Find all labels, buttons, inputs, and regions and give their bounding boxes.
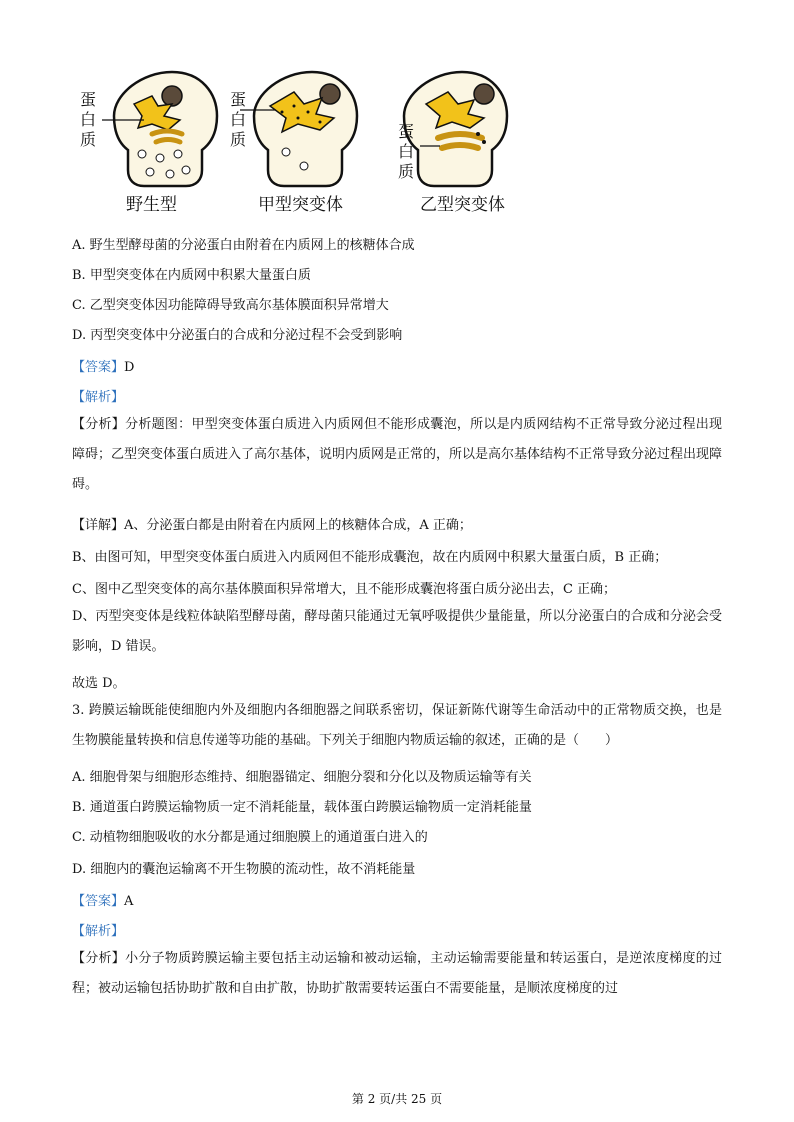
fenxi-tag: 【分析】 xyxy=(72,951,126,966)
q2-fenxi xyxy=(72,410,722,500)
type-a-label: 甲型突变体 xyxy=(258,195,343,215)
fenxi-tag: 【分析】 xyxy=(72,417,126,432)
type-b-label: 乙型突变体 xyxy=(420,195,505,215)
wild-type-label: 野生型 xyxy=(126,195,177,215)
q2-option-d: D. 丙型突变体中分泌蛋白的合成和分泌过程不会受到影响 xyxy=(72,328,403,343)
protein-label-2: 蛋白质 xyxy=(230,90,247,149)
q3-answer xyxy=(72,890,133,909)
q2-detail-b: B、由图可知，甲型突变体蛋白质进入内质网但不能形成囊泡，故在内质网中积累大量蛋白质，B 正确； xyxy=(72,550,668,565)
type-a-mutant-cell xyxy=(240,72,357,186)
q3-option-b: B. 通道蛋白跨膜运输物质一定不消耗能量，载体蛋白跨膜运输物质一定消耗能量 xyxy=(72,800,532,815)
q2-option-a: A. 野生型酵母菌的分泌蛋白由附着在内质网上的核糖体合成 xyxy=(72,238,415,253)
q3-option-a: A. 细胞骨架与细胞形态维持、细胞器锚定、细胞分裂和分化以及物质运输等有关 xyxy=(72,770,532,785)
q2-conclusion: 故选 D。 xyxy=(72,676,126,691)
protein-label-1: 蛋白质 xyxy=(80,90,97,149)
answer-value: A xyxy=(124,894,134,909)
page-footer: 第 2 页/共 25 页 xyxy=(351,1092,443,1106)
fenxi-text: 分析题图：甲型突变体蛋白质进入内质网但不能形成囊泡，所以是内质网结构不正常导致分泌过程出现障碍；乙型突变体蛋白质进入了高尔基体，说明内质网是正常的，所以是高尔基体结构不正常导致分泌过程出现障碍。 xyxy=(72,417,723,492)
protein-label-3: 蛋白质 xyxy=(398,122,415,181)
q3-stem: 3. 跨膜运输既能使细胞内外及细胞内各细胞器之间联系密切，保证新陈代谢等生命活动中的正常物质交换，也是生物膜能量转换和信息传递等功能的基础。下列关于细胞内物质运输的叙述，正确的是（ ） xyxy=(72,703,722,748)
q2-answer xyxy=(72,356,134,375)
type-b-mutant-cell xyxy=(404,72,507,186)
answer-value: D xyxy=(124,360,135,375)
q3-option-c: C. 动植物细胞吸收的水分都是通过细胞膜上的通道蛋白进入的 xyxy=(72,830,428,845)
q2-analysis-tag: 【解析】 xyxy=(72,390,125,405)
detail-tag: 【详解】 xyxy=(72,518,125,533)
detail-a-text: A、分泌蛋白都是由附着在内质网上的核糖体合成，A 正确； xyxy=(124,518,472,533)
fenxi-text: 小分子物质跨膜运输主要包括主动运输和被动运输，主动运输需要能量和转运蛋白，是逆浓度梯度的过程；被动运输包括协助扩散和自由扩散，协助扩散需要转运蛋白不需要能量，是顺浓度梯度的过 xyxy=(72,951,722,996)
q3-fenxi xyxy=(72,944,722,1004)
q2-option-c: C. 乙型突变体因功能障碍导致高尔基体膜面积异常增大 xyxy=(72,298,389,313)
answer-tag: 【答案】 xyxy=(72,360,125,375)
q2-detail-d: D、丙型突变体是线粒体缺陷型酵母菌，酵母菌只能通过无氧呼吸提供少量能量，所以分泌蛋白的合成和分泌会受影响，D 错误。 xyxy=(72,609,722,654)
q3-analysis-tag: 【解析】 xyxy=(72,924,125,939)
answer-tag: 【答案】 xyxy=(72,894,125,909)
q2-option-b: B. 甲型突变体在内质网中积累大量蛋白质 xyxy=(72,268,311,283)
q2-detail-c: C、图中乙型突变体的高尔基体膜面积异常增大，且不能形成囊泡将蛋白质分泌出去，C 正确； xyxy=(72,582,617,597)
mutant-figure xyxy=(72,66,532,216)
q3-option-d: D. 细胞内的囊泡运输离不开生物膜的流动性，故不消耗能量 xyxy=(72,862,416,877)
q2-detail-a xyxy=(72,514,472,533)
wild-type-cell xyxy=(102,72,217,186)
